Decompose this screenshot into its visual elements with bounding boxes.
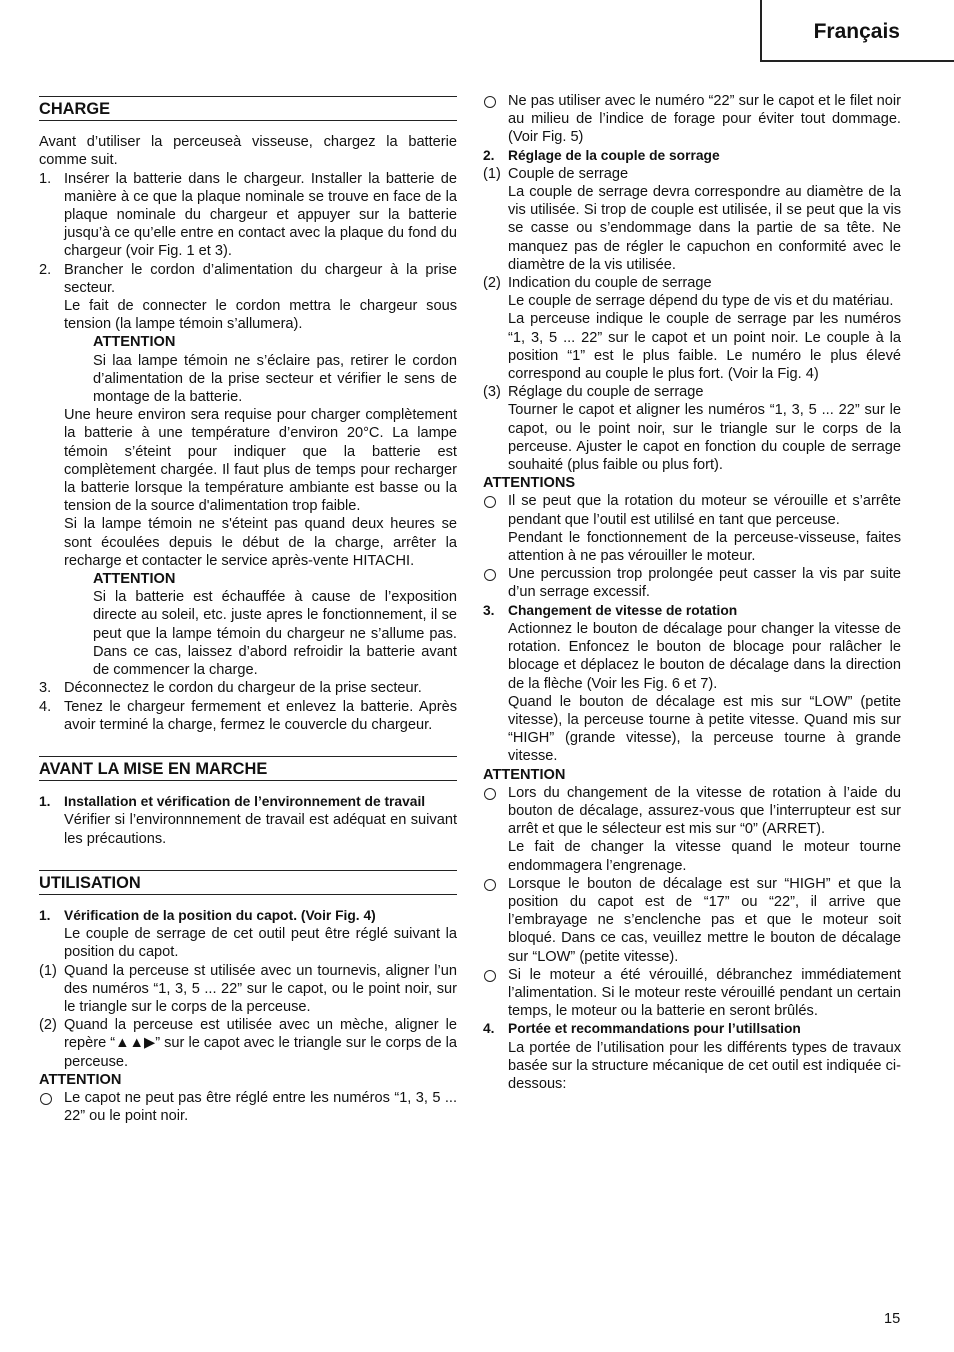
attention-bullet-1-para-2: Le fait de changer la vitesse quand le moteur tourne endommagera l’engrenage. xyxy=(508,839,901,874)
language-label: Français xyxy=(813,20,900,43)
circle-bullet-icon xyxy=(484,879,496,891)
attention-bullet-2: Lorsque le bouton de décalage est sur “HIGH” et que la position du capot est de “17” ou “22”, il arrive que l’embrayage ne s’enclenche pas et que le moteur soit bloqué. Dans ce cas, veuillez mettre le bouton de décalage sur “LOW” (petite vitesse). xyxy=(483,875,901,966)
avant-step-1-text: Vérifier si l’environnnement de travail est adéquat en suivant les précautions. xyxy=(64,812,457,847)
charge-intro: Avant d’utiliser la perceuseà visseuse, chargez la batterie comme suit. xyxy=(39,134,457,169)
avant-step-1-title: 1. Installation et vérification de l’environnement de travail xyxy=(39,794,426,810)
step-2-item-2-para-1: Le couple de serrage dépend du type de vis et du matériau. xyxy=(508,293,894,310)
charge-attention-2-text: Si la batterie est échauffée à cause de l’exposition directe au soleil, etc. juste apres le fonctionnement, il se peut que la lampe témoin du chargeur ne s’allume pas. Dans ce cas, laissez d’abord refroidir la batterie avant de commencer la charge. xyxy=(93,589,457,679)
circle-bullet-icon xyxy=(40,1093,52,1105)
step-3-para-1: Actionnez le bouton de décalage pour changer la vitesse de rotation. Enfoncez le bouton de blocage pour ralâcher le blocage et déplacez le bouton de décalage dans la direction de la flèche (Voir les Fig. 6 et 7). xyxy=(508,620,901,692)
attentions-bullet-1-para-2: Pendant le fonctionnement de la perceuse-visseuse, faites attention à ne pas vérouiller le moteur. xyxy=(508,529,901,565)
right-bullet-0: Ne pas utiliser avec le numéro “22” sur le capot et le filet noir au milieu de l’indice de forage pour éviter tout dommage. (Voir Fig. 5) xyxy=(483,92,901,147)
step-2-item-1-title: (1) Couple de serrage xyxy=(483,165,629,182)
charge-step-2: 2. Brancher le cordon d’alimentation du chargeur à la prise secteur. xyxy=(39,261,457,296)
attention-bullet-1: Lors du changement de la vitesse de rotation à l’aide du bouton de décalage, assurez-vous que l’interrupteur est sur arrêt et que le sélecteur est mis sur “0” (ARRET). xyxy=(483,784,901,839)
attention-title: ATTENTION xyxy=(483,766,566,783)
charge-attention-1-title: ATTENTION xyxy=(93,334,176,351)
section-charge-title: CHARGE xyxy=(39,96,457,121)
step-2-item-3-title: (3) Réglage du couple de serrage xyxy=(483,384,704,401)
utilisation-item-2: (2) Quand la perceuse est utilisée avec un mèche, aligner le repère “▲▲▶” sur le capot avec le triangle sur le corps de la perceuse. xyxy=(39,1017,457,1070)
attentions-title: ATTENTIONS xyxy=(483,475,576,492)
step-2-title: 2. Réglage de la couple de sorrage xyxy=(483,147,720,163)
circle-bullet-icon xyxy=(484,970,496,982)
charge-step-2-para-3: Si la lampe témoin ne s'éteint pas quand deux heures se sont écoulées depuis le début de la charge, arrêter la recharge et contacter le service après-vente HITACHI. xyxy=(64,516,457,569)
page-number: 15 xyxy=(884,1311,901,1327)
step-2-item-2-title: (2) Indication du couple de serrage xyxy=(483,275,712,292)
circle-bullet-icon xyxy=(484,569,496,581)
charge-step-1: 1. Insérer la batterie dans le chargeur. Installer la batterie de manière à ce que la plaque nominale se trouve en face de la plaque nominale du chargeur et appuyer sur la batterie jusqu’à ce qu’elle entre en contact avec la plaque du fond du chargeur (voir Fig. 1 et 3). xyxy=(39,170,457,260)
left-column xyxy=(39,92,457,1125)
step-2-item-3-text: Tourner le capot et aligner les numéros “1, 3, 5 ... 22” sur le capot, ou le point noir, sur le triangle sur le corps de la perceuse. Ajuster le capot en fonction du couple de serrage souhaité (plus faible ou plus fort). xyxy=(508,402,901,474)
charge-attention-1-text: Si laa lampe témoin ne s’éclaire pas, retirer le cordon d’alimentation de la prise secteur et vérifier le sens de montage de la batterie. xyxy=(93,352,457,406)
attention-bullet-3: Si le moteur a été vérouillé, débranchez immédiatement l’alimentation. Si le moteur reste vérouillé pendant un certain temps, le moteur ou la batterie en seront brûlés. xyxy=(483,966,901,1021)
step-3-title: 3. Changement de vitesse de rotation xyxy=(483,602,738,618)
utilisation-item-1: (1) Quand la perceuse st utilisée avec un tournevis, aligner l’un des numéros “1, 3, 5 ... 22” sur le capot, ou le point noir, sur le triangle sur le corps de la perceuse. xyxy=(39,962,457,1015)
step-4-text: La portée de l’utilisation pour les différents types de travaux basée sur la structure mécanique de cet outil est indiquée ci-dessous: xyxy=(508,1039,901,1092)
step-2-item-2-para-2: La perceuse indique le couple de serrage par les numéros “1, 3, 5 ... 22” sur le capot et un point noir. Le couple à la position “1” est le plus faible. Le numéro le plus élevé correspond au couple le plus fort. (Voir la Fig. 4) xyxy=(508,311,901,383)
utilisation-attention-bullet-1: Le capot ne peut pas être réglé entre les numéros “1, 3, 5 ... 22” ou le point noir. xyxy=(39,1089,457,1125)
attentions-bullet-1: Il se peut que la rotation du moteur se vérouille et s’arrête pendant que l’outil est utililsé en tant que perceuse. xyxy=(483,492,901,528)
circle-bullet-icon xyxy=(484,788,496,800)
utilisation-step-1-title: 1. Vérification de la position du capot. (Voir Fig. 4) xyxy=(39,907,376,923)
right-column xyxy=(483,92,901,1093)
charge-step-2-para-1: Le fait de connecter le cordon mettra le chargeur sous tension (la lampe témoin s’allumera). xyxy=(64,298,457,333)
language-tab xyxy=(760,0,954,62)
section-avant-title: AVANT LA MISE EN MARCHE xyxy=(39,756,457,781)
charge-step-3: 3. Déconnectez le cordon du chargeur de la prise secteur. xyxy=(39,680,422,697)
utilisation-attention-title: ATTENTION xyxy=(39,1071,122,1088)
attentions-bullet-2: Une percussion trop prolongée peut casser la vis par suite d’un serrage excessif. xyxy=(483,565,901,601)
utilisation-step-1-text: Le couple de serrage de cet outil peut être réglé suivant la position du capot. xyxy=(64,926,457,961)
circle-bullet-icon xyxy=(484,96,496,108)
section-utilisation-title: UTILISATION xyxy=(39,870,457,895)
step-3-para-2: Quand le bouton de décalage est mis sur “LOW” (petite vitesse), la perceuse tourne à petite vitesse. Quand mis sur “HIGH” (grande vitesse), la perceuse tourne à grande vitesse. xyxy=(508,693,901,765)
charge-attention-2-title: ATTENTION xyxy=(93,571,176,588)
circle-bullet-icon xyxy=(484,496,496,508)
charge-step-2-para-2: Une heure environ sera requise pour charger complètement la batterie à une température d’environ 20°C. La lampe témoin s’éteint pour indiquer que la batterie est complètement chargée. Il faut plus de temps pour recharger la batterie lorsque la température ambiante est basse ou la tension de la source d'alimentation trop faible. xyxy=(64,407,457,515)
step-2-item-1-text: La couple de serrage devra correspondre au diamètre de la vis utilisée. Si trop de couple est utilisée, il se peut que la vis se casse ou s’endommage dans la partie de sa tête. Ne manquez pas de régler le capuchon en conformité avec le diamètre de la vis utilisée. xyxy=(508,184,901,273)
step-4-title: 4. Portée et recommandations pour l’utillsation xyxy=(483,1021,801,1037)
charge-step-4: 4. Tenez le chargeur fermement et enlevez la batterie. Après avoir terminé la charge, fermez le couvercle du chargeur. xyxy=(39,698,457,733)
